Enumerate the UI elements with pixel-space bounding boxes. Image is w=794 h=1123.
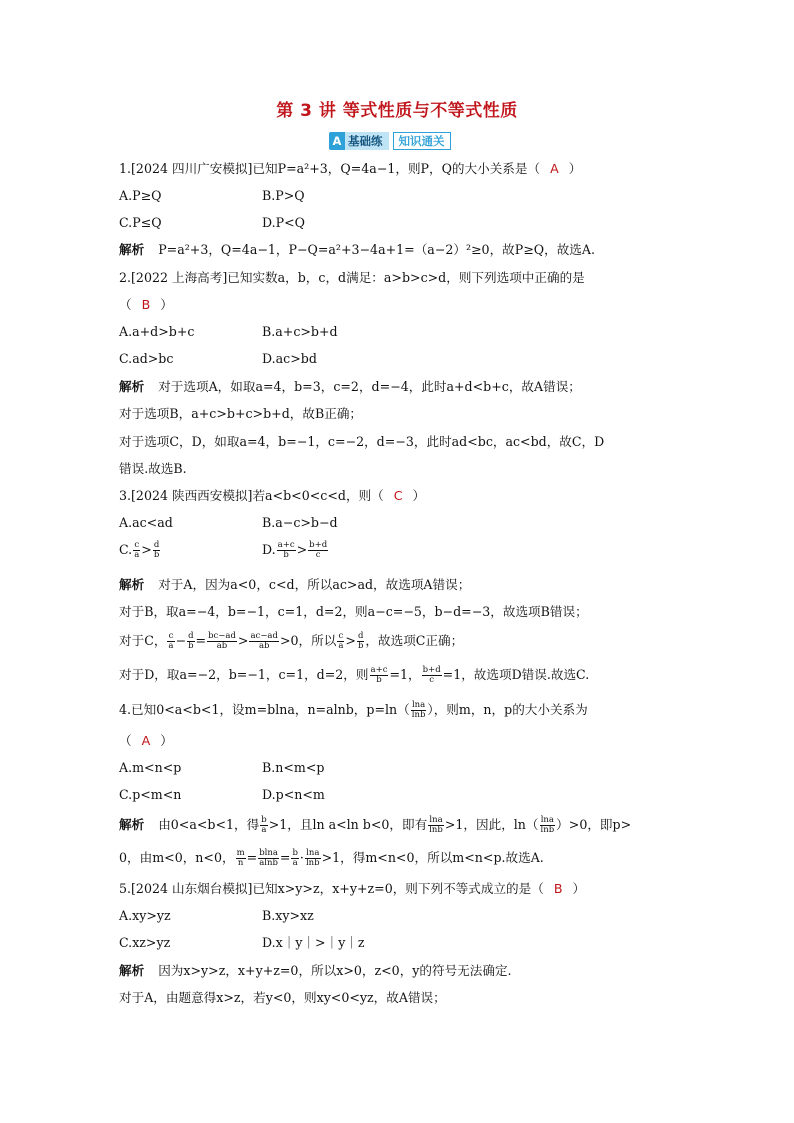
fraction: $\frac{blna}{alnb}$ (259, 848, 278, 868)
q2-answer: B (141, 297, 151, 312)
q4-option-d: D.p<n<m (262, 787, 325, 802)
q3-option-a: A.ac<ad (119, 515, 173, 530)
q3-stem: 3.[2024 陕西西安模拟]若a<b<0<c<d，则 (119, 488, 372, 503)
fraction: $\frac{ac-ad}{ab}$ (250, 631, 278, 651)
q4-option-b: B.n<m<p (262, 760, 325, 775)
q2-solution-1: 解析 对于选项A，如取a=4，b=3，c=2，d=−4，此时a+d<b+c，故A错误； (119, 379, 581, 394)
badge-main-label: 基础练 (345, 132, 389, 150)
q5-option-b: B.xy>xz (262, 908, 314, 923)
q2-stem: 2.[2022 上海高考]已知实数a，b，c，d满足：a>b>c>d，则下列选项中正确的是 (119, 270, 585, 285)
q1-stem-line: 1.[2024 四川广安模拟]已知P=a²+3，Q=4a−1，则P，Q的大小关系是（ A ） (119, 161, 582, 176)
q2-option-c: C.ad>bc (119, 351, 174, 366)
q2-solution-4: 错误.故选B. (119, 461, 187, 476)
q5-option-d: D.x｜y｜>｜y｜z (262, 935, 365, 950)
fraction: $\frac{c}{a}$ (338, 631, 344, 651)
q4-solution-2: 0，由m<0，n<0， $\frac{m}{n}$ = $\frac{blna}{alnb}$ = $\frac{b}{a}$ · $\frac{\ln a}{\ln b}$ >1，得m<n<0，所以m<n<p.故选A. (119, 848, 544, 868)
fraction: $\frac{\ln a}{\ln b}$ (411, 700, 426, 720)
badge-letter: A (329, 132, 345, 150)
q1-option-d: D.P<Q (262, 215, 306, 230)
q3-solution-4: 对于D，取a=−2，b=−1，c=1，d=2，则 $\frac{a+c}{b}$ =1， $\frac{b+d}{c}$ =1，故选项D错误.故选C. (119, 665, 590, 685)
q5-solution-2: 对于A，由题意得x>z，若y<0，则xy<0<yz，故A错误； (119, 990, 446, 1005)
q1-option-b: B.P>Q (262, 188, 305, 203)
q1-answer: A (550, 161, 559, 176)
badge-sub-label: 知识通关 (393, 132, 451, 150)
q3-solution-1: 解析 对于A，因为a<0，c<d，所以ac>ad，故选项A错误； (119, 577, 471, 592)
q4-option-a: A.m<n<p (119, 760, 182, 775)
fraction: $\frac{bc-ad}{ab}$ (208, 631, 236, 651)
q5-stem-line: 5.[2024 山东烟台模拟]已知x>y>z，x+y+z=0，则下列不等式成立的是（ B ） (119, 881, 586, 896)
q3-answer: C (393, 488, 403, 503)
q1-option-c: C.P≤Q (119, 215, 162, 230)
q4-stem: 4.已知0<a<b<1，设m=blna，n=alnb，p=ln（ $\frac{\ln a}{\ln b}$ ），则m，n，p的大小关系为 (119, 700, 588, 720)
fraction: $\frac{b+d}{c}$ (422, 665, 441, 685)
q5-answer: B (553, 881, 563, 896)
fraction: $\frac{b}{a}$ (292, 848, 298, 868)
q2-solution-2: 对于选项B，a+c>b+c>b+d，故B正确； (119, 406, 363, 421)
q5-option-a: A.xy>yz (119, 908, 171, 923)
q3-solution-3: 对于C， $\frac{c}{a}$ − $\frac{d}{b}$ = $\frac{bc-ad}{ab}$ > $\frac{ac-ad}{ab}$ >0，所以 $\frac{c}{a}$ > $\frac{d}{b}$ ，故选项C正确； (119, 631, 464, 651)
q5-option-c: C.xz>yz (119, 935, 171, 950)
section-badge (329, 132, 451, 150)
q4-answer-line: （ A ） (119, 733, 173, 748)
q2-option-d: D.ac>bd (262, 351, 317, 366)
fraction: $\frac{d}{b}$ (153, 540, 160, 560)
fraction: $\frac{b+d}{c}$ (309, 540, 328, 560)
q4-option-c: C.p<m<n (119, 787, 182, 802)
lesson-title: 第 3 讲 等式性质与不等式性质 (276, 101, 518, 121)
fraction: $\frac{m}{n}$ (236, 848, 245, 868)
q3-option-d: D. $\frac{a+c}{b}$ > $\frac{b+d}{c}$ (262, 540, 328, 560)
fraction: $\frac{d}{b}$ (357, 631, 364, 651)
fraction: $\frac{c}{a}$ (134, 540, 140, 560)
q3-stem-line: 3.[2024 陕西西安模拟]若a<b<0<c<d，则（ C ） (119, 488, 426, 503)
q1-solution: 解析 P=a²+3，Q=4a−1，P−Q=a²+3−4a+1=（a−2）²≥0，故P≥Q，故选A. (119, 242, 595, 257)
q4-solution-1: 解析 由0<a<b<1，得 $\frac{b}{a}$ >1，且ln a<ln b<0，即有 $\frac{\ln a}{\ln b}$ >1，因此，ln（ $\frac{\ln a}{\ln b}$ ）>0，即p> (119, 815, 632, 835)
q3-solution-2: 对于B，取a=−4，b=−1，c=1，d=2，则a−c=−5，b−d=−3，故选项B错误； (119, 604, 588, 619)
q3-option-c: C. $\frac{c}{a}$ > $\frac{d}{b}$ (119, 540, 160, 560)
fraction: $\frac{\ln a}{\ln b}$ (305, 848, 320, 868)
q1-stem: 1.[2024 四川广安模拟]已知P=a²+3，Q=4a−1，则P，Q的大小关系是 (119, 161, 528, 176)
fraction: $\frac{d}{b}$ (188, 631, 194, 651)
q2-solution-3: 对于选项C，D，如取a=4，b=−1，c=−2，d=−3，此时ad<bc，ac<bd，故C，D (119, 434, 605, 449)
fraction: $\frac{a+c}{b}$ (370, 665, 388, 685)
q1-option-a: A.P≥Q (119, 188, 162, 203)
q2-option-b: B.a+c>b+d (262, 324, 338, 339)
q2-option-a: A.a+d>b+c (119, 324, 195, 339)
fraction: $\frac{c}{a}$ (168, 631, 174, 651)
q3-option-b: B.a−c>b−d (262, 515, 338, 530)
fraction: $\frac{\ln a}{\ln b}$ (540, 815, 555, 835)
q4-answer: A (141, 733, 151, 748)
fraction: $\frac{\ln a}{\ln b}$ (429, 815, 443, 835)
fraction: $\frac{b}{a}$ (261, 815, 267, 835)
fraction: $\frac{a+c}{b}$ (277, 540, 295, 560)
q5-solution-1: 解析 因为x>y>z，x+y+z=0，所以x>0，z<0，y的符号无法确定. (119, 963, 512, 978)
solution-label: 解析 (119, 242, 145, 257)
q2-answer-line: （ B ） (119, 297, 173, 312)
q5-stem: 5.[2024 山东烟台模拟]已知x>y>z，x+y+z=0，则下列不等式成立的是 (119, 881, 532, 896)
